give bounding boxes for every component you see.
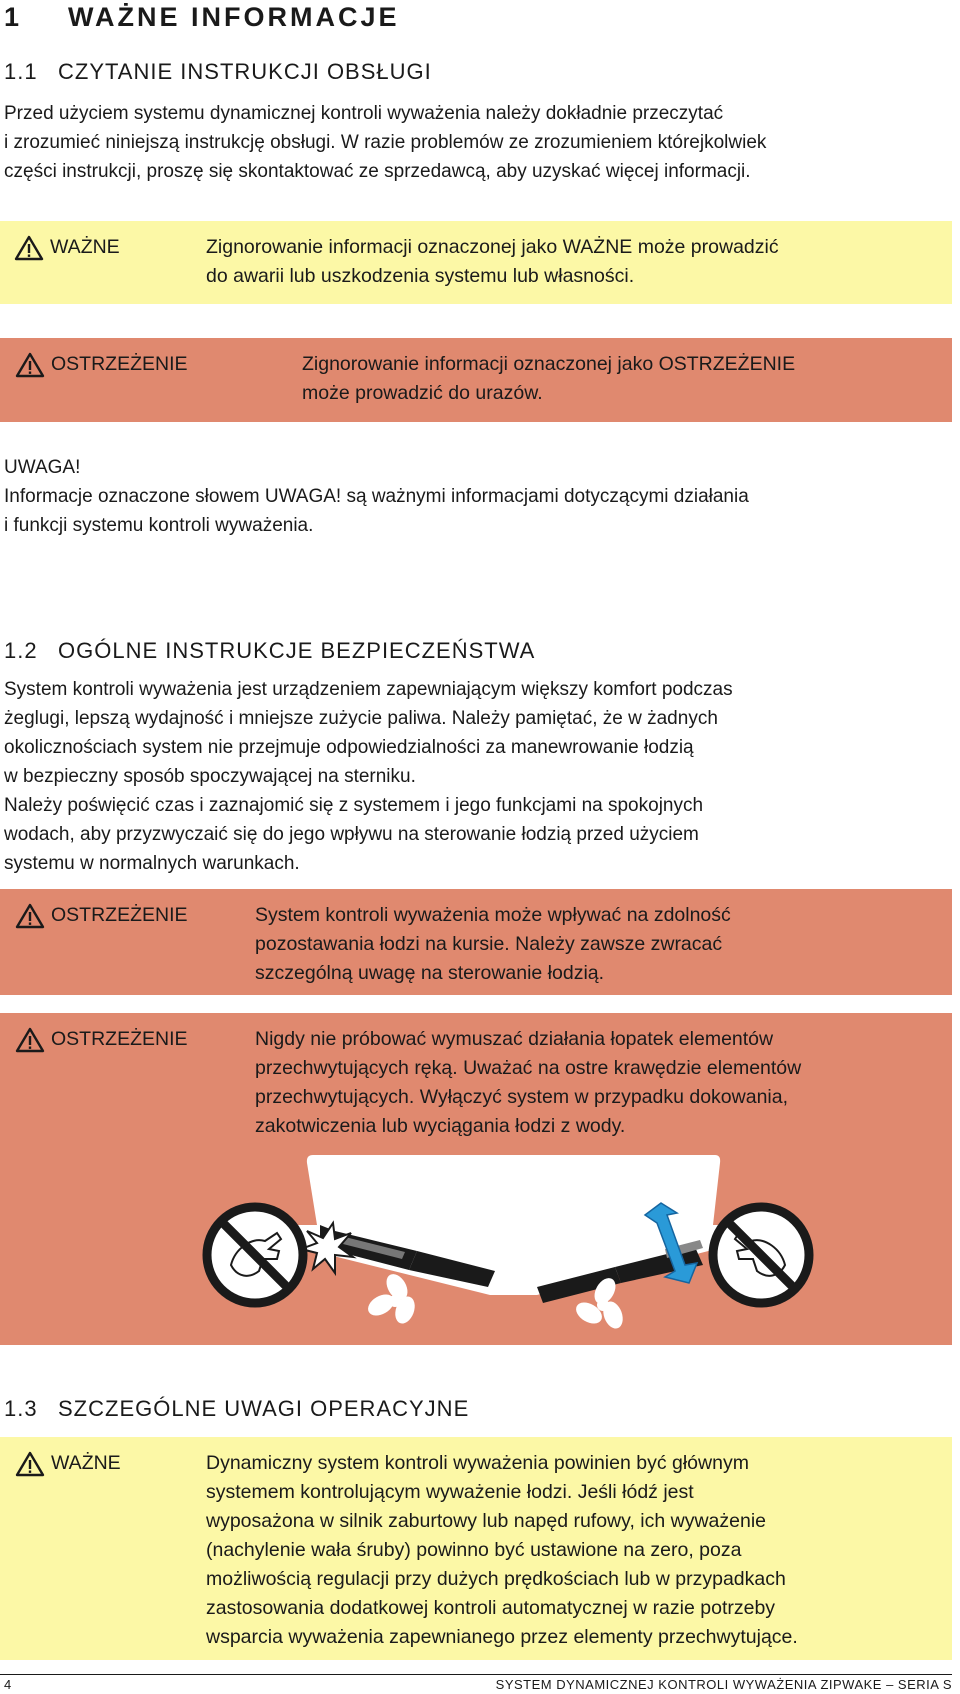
title-text: WAŻNE INFORMACJE — [68, 2, 400, 32]
text-line: części instrukcji, proszę się skontaktować ze sprzedawcą, aby uzyskać więcej informacji. — [4, 161, 751, 182]
section-title: CZYTANIE INSTRUKCJI OBSŁUGI — [58, 59, 432, 84]
label-text: OSTRZEŻENIE — [51, 904, 188, 926]
page-title — [4, 0, 400, 34]
text-line: wyposażona w silnik zaburtowy lub napęd rufowy, ich wyważenie — [206, 1510, 766, 1532]
text-line: systemu w normalnych warunkach. — [4, 853, 300, 874]
note-heading: UWAGA! — [4, 457, 81, 478]
text-line: pozostawania łodzi na kursie. Należy zawsze zwracać — [255, 933, 723, 955]
warning-triangle-icon — [15, 903, 45, 929]
section-title: SZCZEGÓLNE UWAGI OPERACYJNE — [58, 1396, 470, 1421]
warning-triangle-icon — [14, 235, 44, 261]
footer-divider — [0, 1674, 952, 1675]
warning-label — [15, 350, 188, 379]
text-line: szczególną uwagę na sterowanie łodzią. — [255, 962, 605, 984]
warning-text — [302, 350, 795, 408]
warning-triangle-icon — [15, 1027, 45, 1053]
no-hand-icon — [713, 1207, 809, 1303]
warning-text — [255, 1025, 801, 1141]
text-line: możliwością regulacji przy dużych prędkościach lub w przypadkach — [206, 1568, 786, 1590]
text-line: Dynamiczny system kontroli wyważenia powinien być głównym — [206, 1452, 749, 1474]
text-line: Zignorowanie informacji oznaczonej jako WAŻNE może prowadzić — [206, 236, 779, 258]
warning-box — [0, 889, 952, 995]
label-text: OSTRZEŻENIE — [51, 353, 188, 375]
text-line: w bezpieczny sposób spoczywającej na sterniku. — [4, 766, 416, 787]
page-number: 4 — [4, 1677, 12, 1692]
section-number: 1.1 — [4, 59, 38, 84]
warning-label — [15, 1025, 188, 1054]
text-line: wsparcia wyważenia zapewnianego przez elementy przechwytujące. — [206, 1626, 798, 1648]
important-text — [206, 233, 779, 291]
note-paragraph — [4, 453, 954, 540]
important-label — [14, 233, 120, 262]
important-box — [0, 1437, 952, 1660]
warning-box-with-illustration — [0, 1013, 952, 1345]
section-heading-1-2 — [4, 637, 535, 665]
text-line: Nigdy nie próbować wymuszać działania łopatek elementów — [255, 1028, 774, 1050]
text-line: żeglugi, lepszą wydajność i mniejsze zużycie paliwa. Należy pamiętać, że w żadnych — [4, 708, 718, 729]
propeller-icon — [364, 1270, 418, 1326]
important-text — [206, 1449, 798, 1652]
important-label — [15, 1449, 121, 1478]
section-heading-1-3 — [4, 1395, 469, 1423]
text-line: zastosowania dodatkowej kontroli automatycznej w razie potrzeby — [206, 1597, 776, 1619]
text-line: systemem kontrolującym wyważenie łodzi. Jeśli łódź jest — [206, 1481, 694, 1503]
text-line: okolicznościach system nie przejmuje odpowiedzialności za manewrowanie łodzią — [4, 737, 694, 758]
warning-triangle-icon — [15, 352, 45, 378]
label-text: WAŻNE — [50, 236, 120, 258]
footer-title: SYSTEM DYNAMICZNEJ KONTROLI WYWAŻENIA ZIPWAKE – SERIA S — [495, 1677, 952, 1692]
interceptor-hazard-illustration — [195, 1155, 835, 1345]
warning-label — [15, 901, 188, 930]
text-line: zakotwiczenia lub wyciągania łodzi z wody. — [255, 1115, 626, 1137]
intro-paragraph — [4, 99, 954, 186]
text-line: (nachylenie wała śruby) powinno być ustawione na zero, poza — [206, 1539, 742, 1561]
text-line: Należy poświęcić czas i zaznajomić się z systemem i jego funkcjami na spokojnych — [4, 795, 704, 816]
text-line: i zrozumieć niniejszą instrukcję obsługi. W razie problemów ze zrozumieniem którejkolwiek — [4, 132, 767, 153]
section-heading-1-1 — [4, 58, 432, 86]
label-text: WAŻNE — [51, 1452, 121, 1474]
no-hand-icon — [207, 1207, 303, 1303]
label-text: OSTRZEŻENIE — [51, 1028, 188, 1050]
safety-paragraph — [4, 675, 954, 878]
text-line: przechwytujących ręką. Uważać na ostre krawędzie elementów — [255, 1057, 802, 1079]
section-title: OGÓLNE INSTRUKCJE BEZPIECZEŃSTWA — [58, 638, 536, 663]
text-line: System kontroli wyważenia jest urządzeniem zapewniającym większy komfort podczas — [4, 679, 733, 700]
text-line: System kontroli wyważenia może wpływać na zdolność — [255, 904, 731, 926]
section-number: 1.2 — [4, 638, 38, 663]
important-box — [0, 221, 952, 304]
text-line: do awarii lub uszkodzenia systemu lub własności. — [206, 265, 635, 287]
text-line: Informacje oznaczone słowem UWAGA! są ważnymi informacjami dotyczącymi działania — [4, 486, 749, 507]
text-line: i funkcji systemu kontroli wyważenia. — [4, 515, 314, 536]
text-line: Zignorowanie informacji oznaczonej jako OSTRZEŻENIE — [302, 353, 796, 375]
section-number: 1.3 — [4, 1396, 38, 1421]
title-number: 1 — [4, 2, 23, 32]
warning-box — [0, 338, 952, 422]
text-line: przechwytujących. Wyłączyć system w przypadku dokowania, — [255, 1086, 789, 1108]
warning-triangle-icon — [15, 1451, 45, 1477]
text-line: Przed użyciem systemu dynamicznej kontroli wyważenia należy dokładnie przeczytać — [4, 103, 724, 124]
text-line: może prowadzić do urazów. — [302, 382, 543, 404]
warning-text — [255, 901, 731, 988]
text-line: wodach, aby przyzwyczaić się do jego wpływu na sterowanie łodzią przed użyciem — [4, 824, 699, 845]
